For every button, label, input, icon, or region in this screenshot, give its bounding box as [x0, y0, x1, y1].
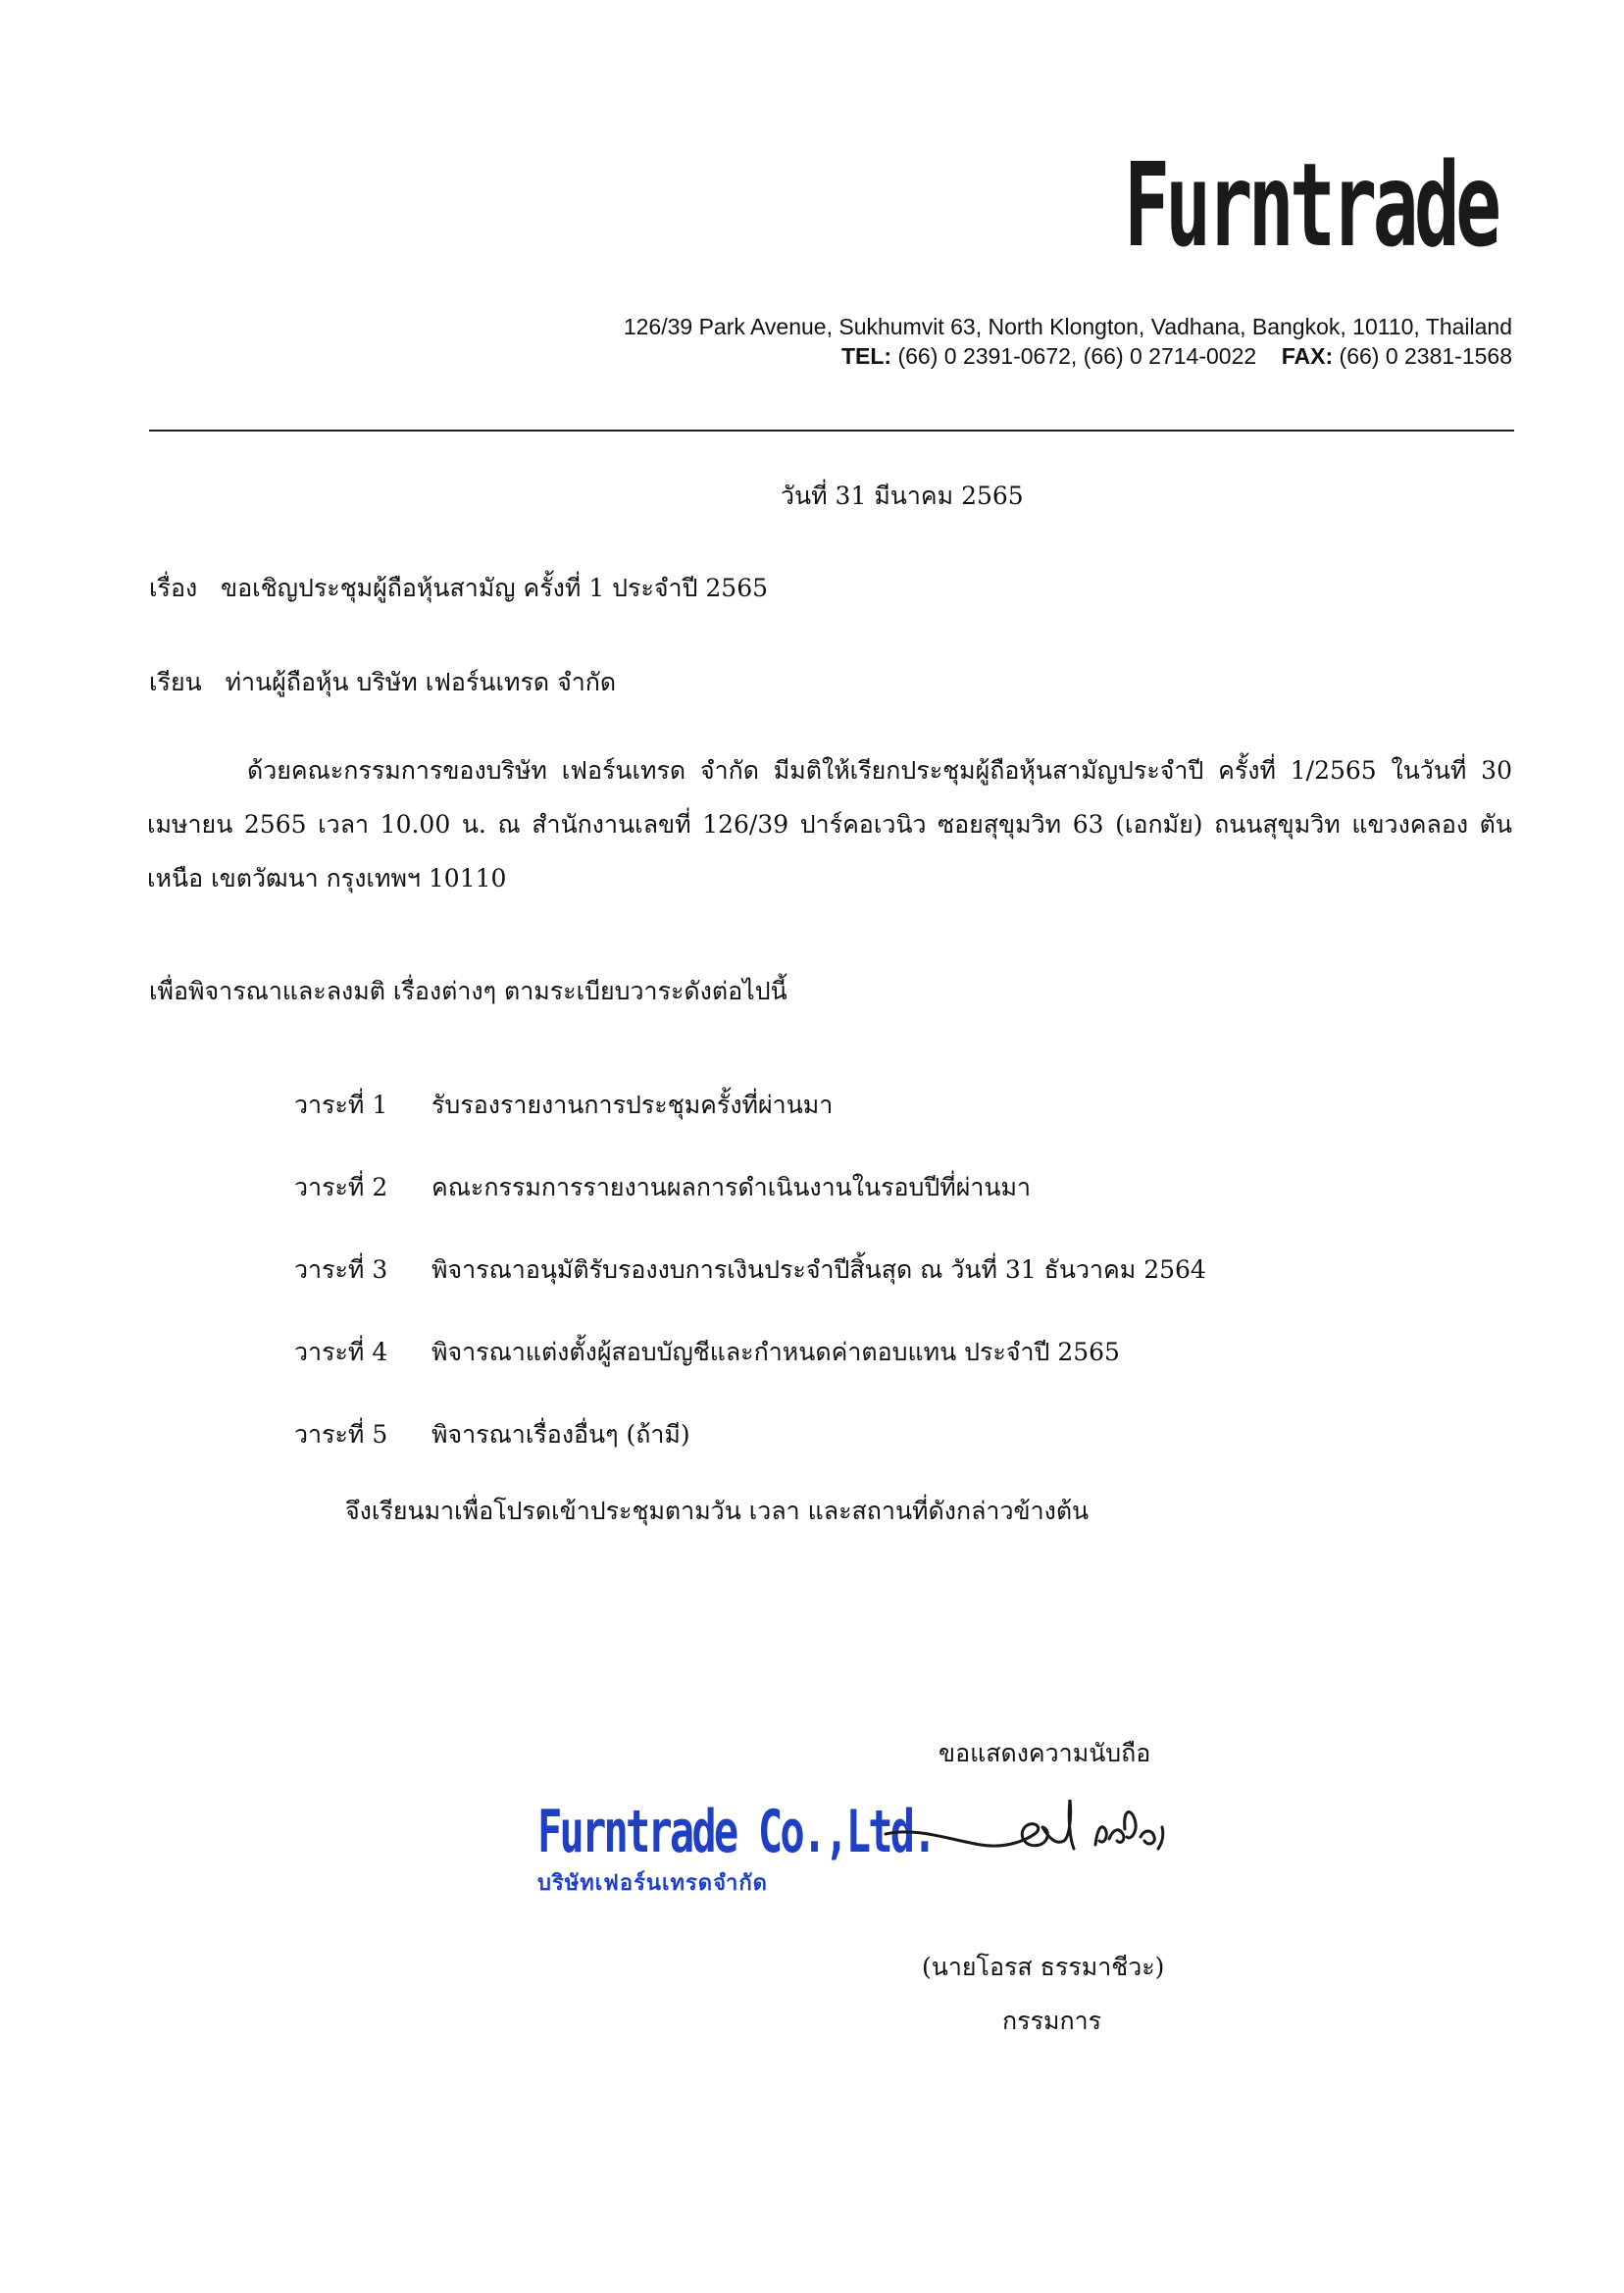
stamp-name: Furntrade Co.,Ltd.	[537, 1798, 935, 1866]
agenda-item	[294, 1250, 1206, 1290]
letter-date: วันที่ 31 มีนาคม 2565	[781, 482, 1024, 510]
header-divider	[149, 430, 1514, 432]
contact-line	[624, 341, 1512, 371]
recipient-line	[149, 670, 616, 694]
letterhead-contact	[624, 312, 1512, 371]
signatory-name: (นายโอรส ธรรมาชีวะ)	[922, 1953, 1165, 1981]
signatory-title: กรรมการ	[1002, 2007, 1102, 2035]
tel-value: (66) 0 2391-0672, (66) 0 2714-0022	[897, 343, 1257, 369]
agenda-text: คณะกรรมการรายงานผลการดำเนินงานในรอบปีที่ผ่านมา	[431, 1173, 1032, 1201]
agenda-number: วาระที่ 2	[294, 1173, 388, 1201]
agenda-number: วาระที่ 5	[294, 1420, 388, 1449]
tel-label: TEL:	[840, 343, 892, 369]
body-paragraph-text: ด้วยคณะกรรมการของบริษัท เฟอร์นเทรด จำกัด มีมติให้เรียกประชุมผู้ถือหุ้นสามัญประจำปี ครั้งที่ 1/2565 ในวันที่ 30 เมษายน 2565 เวลา 10.00 น. ณ สำนักงานเลขที่ 126/39 ปาร์คอเวนิว ซอยสุขุมวิท 63 (เอกมัย) ถนนสุขุมวิท แขวงคลอง ตันเหนือ เขตวัฒนา กรุงเทพฯ 10110	[147, 756, 1512, 892]
agenda-number: วาระที่ 3	[294, 1255, 388, 1284]
subject-label: เรื่อง	[149, 574, 198, 602]
company-address: 126/39 Park Avenue, Sukhumvit 63, North Klongton, Vadhana, Bangkok, 10110, Thailand	[623, 314, 1512, 339]
agenda-text: พิจารณาเรื่องอื่นๆ (ถ้ามี)	[431, 1420, 690, 1449]
recipient-text: ท่านผู้ถือหุ้น บริษัท เฟอร์นเทรด จำกัด	[225, 668, 617, 696]
fax-value: (66) 0 2381-1568	[1339, 343, 1512, 369]
stamp-thai-name: บริษัทเฟอร์นเทรดจำกัด	[537, 1871, 768, 1896]
agenda-item	[294, 1415, 690, 1454]
handwritten-signature	[878, 1780, 1182, 1888]
agenda-text: รับรองรายงานการประชุมครั้งที่ผ่านมา	[431, 1091, 834, 1119]
agenda-item	[294, 1333, 1120, 1372]
recipient-label: เรียน	[149, 668, 202, 696]
agenda-text: พิจารณาอนุมัติรับรองงบการเงินประจำปีสิ้นสุด ณ วันที่ 31 ธันวาคม 2564	[431, 1255, 1206, 1284]
regards-line: ขอแสดงความนับถือ	[939, 1739, 1151, 1767]
agenda-number: วาระที่ 4	[294, 1338, 388, 1366]
agenda-item	[294, 1168, 1031, 1207]
fax-label: FAX:	[1281, 343, 1334, 369]
subject-text: ขอเชิญประชุมผู้ถือหุ้นสามัญ ครั้งที่ 1 ประจำปี 2565	[221, 574, 769, 602]
company-logo: Furntrade	[1123, 137, 1497, 273]
body-paragraph	[147, 743, 1512, 905]
agenda-item	[294, 1086, 833, 1125]
agenda-number: วาระที่ 1	[294, 1091, 388, 1119]
agenda-text: พิจารณาแต่งตั้งผู้สอบบัญชีและกำหนดค่าตอบแทน ประจำปี 2565	[431, 1338, 1120, 1366]
agenda-intro: เพื่อพิจารณาและลงมติ เรื่องต่างๆ ตามระเบียบวาระดังต่อไปนี้	[149, 977, 787, 1005]
closing-line: จึงเรียนมาเพื่อโปรดเข้าประชุมตามวัน เวลา และสถานที่ดังกล่าวข้างต้น	[345, 1497, 1090, 1525]
subject-line	[149, 576, 768, 600]
